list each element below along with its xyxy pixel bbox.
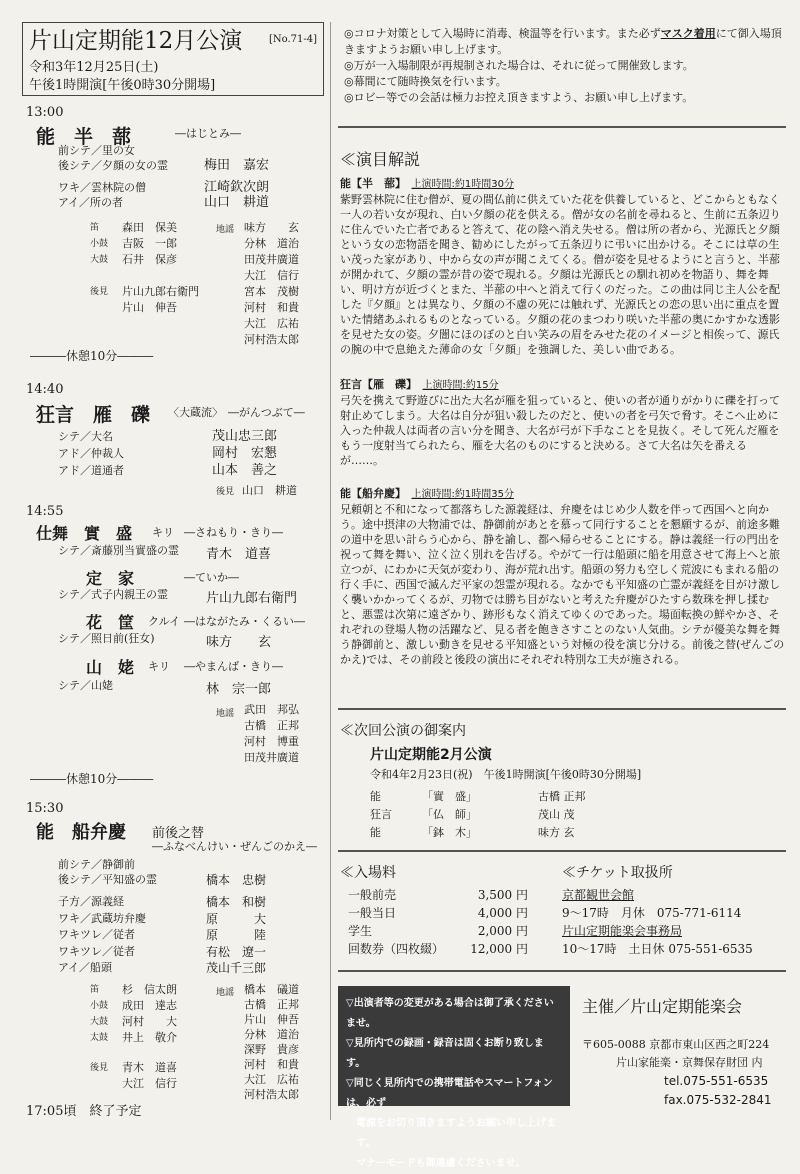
ticket-venue-2-hours: 10〜17時 土日休 075-551-6535 <box>562 942 753 956</box>
cast-row: シテ／大名 茂山忠三郎 <box>58 429 278 444</box>
cast-hajitomi <box>58 144 318 211</box>
shimai-role: シテ／式子内親王の霊 <box>58 588 168 601</box>
commentary-hajitomi <box>340 176 786 357</box>
musicians-hajitomi <box>90 220 199 316</box>
commentary-head: 能【半 蔀】 <box>340 177 401 190</box>
reading-teika: ―ていか― <box>184 571 239 584</box>
notice-item: ◎ロビー等での会話は極力お控え頂きますよう、お願い申し上げます。 <box>344 91 694 104</box>
issue-number: [No.71-4] <box>269 34 318 45</box>
reading-yamamba: ―やまんば・きり― <box>184 660 283 673</box>
cast-gantsubute <box>58 428 277 479</box>
cast-row: アイ／所の者 山口 耕道 <box>58 195 270 210</box>
admission-heading: ≪入場料 <box>340 865 396 881</box>
cast-row: 前シテ／里の女 <box>58 144 135 157</box>
time-1530: 15:30 <box>26 801 64 816</box>
cast-row: アイ／船頭 茂山千三郎 <box>58 961 267 975</box>
next-row: 狂言 「仏 師」 茂山 茂 <box>370 808 575 821</box>
divider <box>338 708 786 710</box>
time-1300: 13:00 <box>26 105 64 120</box>
next-title: 片山定期能2月公演 <box>370 747 492 763</box>
page-title: 片山定期能12月公演 <box>29 28 243 54</box>
time-1455: 14:55 <box>26 504 64 519</box>
next-heading: ≪次回公演の御案内 <box>340 723 466 739</box>
musician-row: 小鼓 成田 達志 <box>90 999 177 1012</box>
next-row: 能 「鉢 木」 味方 玄 <box>370 826 575 839</box>
commentary-head: 能【船弁慶】 <box>340 487 401 500</box>
chorus-label: 地謡 <box>216 988 235 998</box>
divider <box>338 126 786 128</box>
funa-variant: 前後之替 <box>152 826 205 841</box>
shimai-mark: キリ <box>148 660 170 673</box>
admission-row: 回数券（四枚綴） 12,000 円 <box>348 942 528 956</box>
shimai-role: シテ／山姥 <box>58 679 113 692</box>
admission-table <box>348 886 528 958</box>
shimai-role: シテ／斎藤別当實盛の霊 <box>58 544 179 557</box>
chorus-shimai: 武田 邦弘 古橋 正邦 河村 博重 田茂井廣道 <box>244 703 299 764</box>
musician-row: 笛 森田 保美 <box>90 221 177 234</box>
cast-row: 後シテ／平知盛の霊 橋本 忠樹 <box>58 872 267 887</box>
reading-hajitomi: ―はじとみ― <box>175 127 241 140</box>
commentary-funabenkei <box>340 486 786 667</box>
admission-row: 一般前売 3,500 円 <box>348 888 528 902</box>
program-title-gantsubute: 狂言 雁 礫 <box>36 404 151 426</box>
musician-row: 後見 片山九郎右衛門 <box>90 285 199 298</box>
divider <box>338 850 786 852</box>
commentary-text: 弓矢を携えて野遊びに出た大名が雁を狙っていると、使いの者が通りがかりに礫を打って射止めてしまう。大名は自分が狙い殺したのだと、使いの者を弓矢で脅す。そこへ止めに入った仲裁人は両者の言い分を聞き、大名が弓が下手なことを見抜く。そして死んだ雁をもう一度射当てられたら、雁を大名のものにすると決める。さて大名は矢を番えるが……。 <box>340 394 780 467</box>
ticket-venue-1-hours: 9〜17時 月休 075-771-6114 <box>562 906 742 920</box>
admission-row: 一般当日 4,000 円 <box>348 906 528 920</box>
time-1440: 14:40 <box>26 382 64 397</box>
program-title-hajitomi: 能 半 蔀 <box>36 126 132 148</box>
shimai-title-sanemori: 仕舞 實 盛 <box>36 524 133 543</box>
notice-item: ◎幕間にて随時換気を行います。 <box>344 75 507 88</box>
commentary-text: 兄頼朝と不和になって都落ちした源義経は、弁慶をはじめ少人数を伴って西国へと向かう。途中摂津の大物浦では、静御前があとを慕って同行することを懇願するが、前途多難の道中を思い計らう心から、静を諭し、都へ帰らせることにする。静は義経一行の門出を祝って舞を舞い、泣く泣く別れを告げる。やがて一行は船頭に船を用意させて海上へと旅立つが、にわかに天気が変わり、海が荒れ出す。船頭の努力も空しく荒波にもまれる船の行く手に、西国で滅んだ平家の怨霊が現れる。なかでも平知盛の亡霊が義経を目がけ激しく襲いかかってくるが、刃物では勝ち目がないと考えた弁慶がひたすら数珠を押し揉むと、悪霊は次第に遠ざかり、跡形もなく消えてゆくのであった。場面転換の鮮やかさ、それぞれの登場人物の活躍など、見る者を飽きさすことのない人気曲。シテが優美な舞を舞う静御前と、激しい動きを見せる平知盛という対極の役を演じ分ける。前後之替(ぜんごのかえ)では、その前段と後段の演出にそれぞれ特別な工夫が施される。 <box>340 503 785 666</box>
reading-funabenkei: ―ふなべんけい・ぜんごのかえ― <box>152 840 317 853</box>
chorus-hajitomi: 味方 玄 分林 道治 田茂井廣道 大江 信行 宮本 茂樹 河村 和貴 大江 広祐 河村浩太郎 <box>244 221 299 346</box>
shimai-mark: クルイ <box>148 615 181 628</box>
shimai-performer: 林 宗一郎 <box>206 682 272 697</box>
program-title-funabenkei: 能 船弁慶 <box>36 822 126 843</box>
notice-item: ◎万が一入場制限が再規制された場合は、それに従って開催致します。 <box>344 59 694 72</box>
event-time: 午後1時開演[午後0時30分開場] <box>29 78 216 93</box>
musician-row: 笛 杉 信太朗 <box>90 983 177 996</box>
cast-row: アド／道通者 山本 善之 <box>58 463 278 478</box>
admission-row: 学生 2,000 円 <box>348 924 528 938</box>
cast-row: 子方／源義経 橋本 和樹 <box>58 895 267 909</box>
commentary-heading: ≪演目解説 <box>340 150 421 169</box>
cast-row: ワキツレ／従者 原 陸 <box>58 928 267 942</box>
cast-row: ワキ／雲林院の僧 江崎欽次朗 <box>58 180 270 195</box>
column-divider <box>330 22 331 1120</box>
notice-item: ◎コロナ対策として入場時に消毒、検温等を行います。また必ずマスク着用にて御入場頂きますようお願い申し上げます。 <box>344 27 782 56</box>
rule-item: ▽見所内での録画・録音は固くお断り致します。 <box>346 1038 544 1069</box>
shimai-mark: キリ <box>152 526 174 539</box>
organizer-address: 〒605-0088 京都市東山区西之町224 <box>582 1038 770 1051</box>
chorus-funabenkei: 橋本 礒道 古橋 正邦 片山 伸吾 分林 道治 深野 貴彦 河村 和貴 大江 広祐 河村浩太郎 <box>244 983 299 1101</box>
next-row: 能 「實 盛」 古橋 正邦 <box>370 790 586 803</box>
duration: 上演時間:約15分 <box>422 380 499 391</box>
musician-row: 後見 青木 道喜 <box>90 1061 177 1074</box>
chorus-label: 地謡 <box>216 709 235 719</box>
rule-item: 電源をお切り頂きますようお願い申し上げます。 <box>356 1118 556 1149</box>
cast-row: アド／仲裁人 岡村 宏懇 <box>58 446 278 461</box>
musician-row: 大鼓 河村 大 <box>90 1015 177 1028</box>
musicians-funabenkei <box>90 982 177 1092</box>
event-date: 令和3年12月25日(土) <box>29 60 159 75</box>
ticket-outlets <box>562 886 753 958</box>
ticket-venue-2: 片山定期能楽会事務局 <box>562 924 683 938</box>
next-program <box>370 788 586 842</box>
duration: 上演時間:約1時間35分 <box>411 489 514 500</box>
shimai-role: シテ／照日前(狂女) <box>58 632 155 645</box>
commentary-gantsubute <box>340 377 786 468</box>
organizer-fax: fax.075-532-2841 <box>664 1093 772 1107</box>
shimai-title-yamamba: 山 姥 <box>86 658 135 677</box>
commentary-text: 紫野雲林院に住む僧が、夏の間仏前に供えていた花を供養していると、どこからともなく一人の若い女が現れ、白い夕顔の花を供える。僧が女の名前を尋ねると、生前に五条辺りに住んでいた亡者であると答えて、花の陰へ消え失せる。僧は所の者から、光源氏と夕顔という女の恋物語を聞き、勧めにしたがって五条辺りに弔いに出かける。そこには草の生い茂った家があり、中から女の声が聞こえてくる。僧が姿を見せるようにと言うと、半蔀が開かれて、夕顔の霊が昔の姿で現れる。夕顔は光源氏との馴れ初めを物語り、舞を舞い、明け方が近づくとまた、半蔀の中へと消えて行くのだった。この曲は同じ主人公を配した『夕顔』とは異なり、夕顔の不慮の死には触れず、光源氏との恋の思い出に重点を置いた情緒あふれるものとなっている。夕顔の花のまつわり咲いた半蔀の奥にかすかな透影を見せた女の姿。夕闇にほのぼのと白い笑みの眉をみせた花のイメージと相俟って、源氏の腕の中で息絶えた薄命の女「夕顔」を強調した、美しい曲である。 <box>340 193 781 356</box>
shimai-performer: 青木 道喜 <box>206 547 272 562</box>
cast-funabenkei <box>58 858 266 976</box>
notices <box>344 26 784 106</box>
musician-row: 大江 信行 <box>122 1077 177 1090</box>
cast-row: 後シテ／夕顔の女の霊 梅田 嘉宏 <box>58 158 270 173</box>
cast-row: ワキツレ／従者 有松 遼一 <box>58 944 267 959</box>
shimai-title-hanagatami: 花 筐 <box>86 613 135 632</box>
title-box <box>22 22 324 96</box>
shimai-title-teika: 定 家 <box>86 569 135 588</box>
reading-hanagatami: ―はながたみ・くるい― <box>184 615 305 628</box>
shimai-performer: 味方 玄 <box>206 635 272 650</box>
commentary-head: 狂言【雁 礫】 <box>340 378 412 391</box>
chorus-label: 地謡 <box>216 225 235 235</box>
musician-row: 太鼓 井上 敬介 <box>90 1031 177 1044</box>
kyogen-school: 〈大蔵流〉 <box>168 406 223 419</box>
rules-box <box>338 986 570 1169</box>
break-1: ―――休憩10分――― <box>30 349 154 363</box>
rule-item: ▽同じく見所内での携帯電話やスマートフォンは、必ず <box>346 1078 553 1109</box>
musician-row: 片山 伸吾 <box>122 301 177 314</box>
shimai-performer: 片山九郎右衛門 <box>206 591 298 606</box>
musician-row: 小鼓 吉阪 一郎 <box>90 237 177 250</box>
end-time: 17:05頃 終了予定 <box>26 1104 142 1119</box>
ticket-venue-1: 京都観世会館 <box>562 888 635 902</box>
tickets-heading: ≪チケット取扱所 <box>562 865 673 881</box>
duration: 上演時間:約1時間30分 <box>411 179 514 190</box>
kyogen-koken: 後見 山口 耕道 <box>216 484 298 497</box>
organizer-foundation: 片山家能楽・京舞保存財団 内 <box>616 1056 763 1069</box>
organizer-title: 主催／片山定期能楽会 <box>582 997 743 1016</box>
cast-row: ワキ／武蔵坊弁慶 原 大 <box>58 911 267 926</box>
reading-sanemori: ―さねもり・きり― <box>184 526 283 539</box>
musician-row: 大鼓 石井 保彦 <box>90 253 177 266</box>
rule-item: ▽出演者等の変更がある場合は御了承くださいませ。 <box>346 998 554 1029</box>
reading-gantsubute: ―がんつぶて― <box>228 406 305 419</box>
rule-item: マナーモードも御遠慮くださいませ。 <box>356 1158 526 1169</box>
organizer-tel: tel.075-551-6535 <box>664 1074 769 1088</box>
break-2: ―――休憩10分――― <box>30 772 154 786</box>
divider <box>338 970 786 972</box>
cast-row: 前シテ／静御前 <box>58 858 135 871</box>
next-date: 令和4年2月23日(祝) 午後1時開演[午後0時30分開場] <box>370 768 642 781</box>
